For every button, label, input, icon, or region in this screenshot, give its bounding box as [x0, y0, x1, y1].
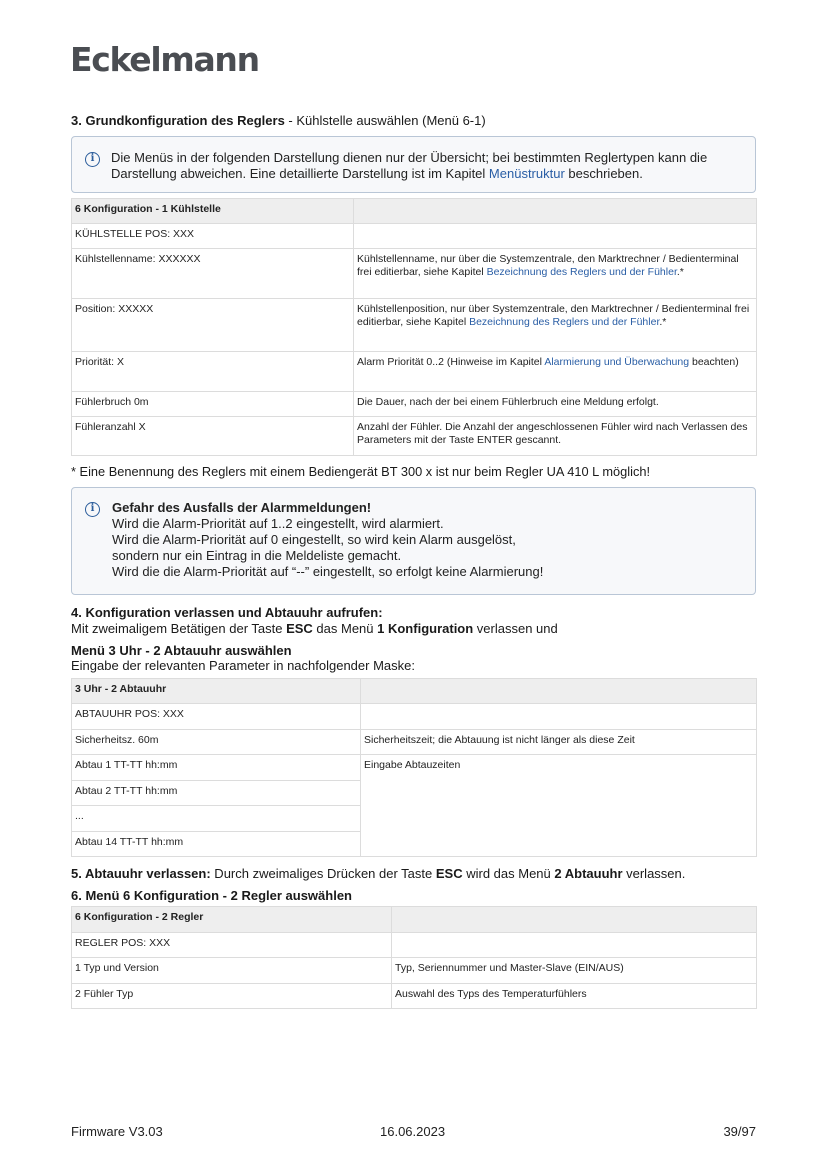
desc-cell: Kühlstellenposition, nur über Systemzentrale, den Marktrechner / Bedienterminal frei editierbar, siehe Kapitel Bezeichnung des Reglers und der Fühler.* — [354, 299, 757, 352]
table-row — [72, 224, 757, 249]
desc-cell: Kühlstellenname, nur über die Systemzentrale, den Marktrechner / Bedienterminal frei editierbar, siehe Kapitel Bezeichnung des Reglers und der Fühler.* — [354, 249, 757, 299]
param-cell: Abtau 2 TT-TT hh:mm — [72, 781, 361, 806]
desc-cell: Sicherheitszeit; die Abtauung ist nicht länger als diese Zeit — [361, 730, 757, 755]
table-header-cell — [392, 907, 757, 933]
table-header-row — [72, 907, 757, 933]
link-bezeichnung[interactable]: Bezeichnung des Reglers und der Fühler — [486, 266, 677, 278]
link-bezeichnung[interactable]: Bezeichnung des Reglers und der Fühler — [469, 316, 660, 328]
desc-cell: Auswahl des Typs des Temperaturfühlers — [392, 984, 757, 1009]
info-note-text: Die Menüs in der folgenden Darstellung dienen nur der Übersicht; bei bestimmten Reglertypen kann die Darstellung abweichen. Eine detaillierte Darstellung ist im Kapitel Menüstruktur beschrieben. — [111, 150, 708, 181]
desc-cell — [392, 933, 757, 958]
param-cell: Fühleranzahl X — [72, 417, 354, 456]
table-regler — [71, 906, 757, 1009]
warning-note-text — [112, 500, 741, 580]
warning-line: Wird die die Alarm-Priorität auf “--” eingestellt, so erfolgt keine Alarmierung! — [112, 564, 544, 579]
section-3-heading — [71, 113, 486, 128]
table-row — [72, 249, 757, 299]
table-row — [72, 704, 757, 730]
param-cell: 2 Fühler Typ — [72, 984, 392, 1009]
table-header-cell — [361, 679, 757, 704]
param-cell: 1 Typ und Version — [72, 958, 392, 984]
param-cell: KÜHLSTELLE POS: XXX — [72, 224, 354, 249]
table-row — [72, 392, 757, 417]
warning-line: Wird die Alarm-Priorität auf 0 eingestellt, so wird kein Alarm ausgelöst, — [112, 532, 516, 547]
link-alarmierung[interactable]: Alarmierung und Überwachung — [544, 356, 690, 368]
table-row — [72, 755, 757, 781]
table-row — [72, 352, 757, 392]
info-icon: i — [85, 502, 100, 517]
warning-note-alarm — [71, 487, 756, 595]
table-header-cell: 3 Uhr - 2 Abtauuhr — [72, 679, 361, 704]
desc-cell: Alarm Priorität 0..2 (Hinweise im Kapitel Alarmierung und Überwachung beachten) — [354, 352, 757, 392]
info-icon: i — [85, 152, 100, 167]
footer-date: 16.06.2023 — [380, 1124, 446, 1139]
desc-cell: Typ, Seriennummer und Master-Slave (EIN/AUS) — [392, 958, 757, 984]
table-row — [72, 730, 757, 755]
section-6-heading: 6. Menü 6 Konfiguration - 2 Regler auswählen — [71, 888, 352, 903]
desc-cell: Anzahl der Fühler. Die Anzahl der angeschlossenen Fühler wird nach Verlassen des Parameters mit der Taste ENTER gescannt. — [354, 417, 757, 456]
param-cell: Fühlerbruch 0m — [72, 392, 354, 417]
param-cell: ... — [72, 806, 361, 832]
section-5-text: 5. Abtauuhr verlassen: Durch zweimaliges Drücken der Taste ESC wird das Menü 2 Abtauuhr verlassen. — [71, 866, 686, 881]
param-cell: Position: XXXXX — [72, 299, 354, 352]
param-cell: ABTAUUHR POS: XXX — [72, 704, 361, 730]
warning-title: Gefahr des Ausfalls der Alarmmeldungen! — [112, 500, 372, 515]
table-header-cell: 6 Konfiguration - 2 Regler — [72, 907, 392, 933]
desc-cell — [354, 224, 757, 249]
param-cell: Priorität: X — [72, 352, 354, 392]
table-row — [72, 933, 757, 958]
param-cell: Sicherheitsz. 60m — [72, 730, 361, 755]
section-4-subtext: Eingabe der relevanten Parameter in nachfolgender Maske: — [71, 658, 415, 673]
table-header-cell — [354, 199, 757, 224]
param-cell: Kühlstellenname: XXXXXX — [72, 249, 354, 299]
footer-page-number: 39/97 — [723, 1124, 756, 1139]
table-row — [72, 417, 757, 456]
param-cell: Abtau 1 TT-TT hh:mm — [72, 755, 361, 781]
table-row — [72, 984, 757, 1009]
param-cell: REGLER POS: XXX — [72, 933, 392, 958]
section-3-subtitle: - Kühlstelle auswählen (Menü 6-1) — [284, 113, 486, 128]
desc-cell — [361, 704, 757, 730]
table-header-row — [72, 199, 757, 224]
footnote-bt300: * Eine Benennung des Reglers mit einem Bediengerät BT 300 x ist nur beim Regler UA 410 L möglich! — [71, 464, 651, 479]
info-note-menus — [71, 136, 756, 193]
footer-firmware: Firmware V3.03 — [71, 1124, 163, 1139]
param-cell: Abtau 14 TT-TT hh:mm — [72, 832, 361, 857]
table-row — [72, 299, 757, 352]
section-4-text: Mit zweimaligem Betätigen der Taste ESC das Menü 1 Konfiguration verlassen und — [71, 621, 558, 636]
desc-cell: Die Dauer, nach der bei einem Fühlerbruch eine Meldung erfolgt. — [354, 392, 757, 417]
link-menuestruktur[interactable]: Menüstruktur — [488, 166, 565, 181]
table-row — [72, 958, 757, 984]
table-header-row — [72, 679, 757, 704]
table-abtauuhr — [71, 678, 757, 857]
table-kuehlstelle — [71, 198, 757, 456]
warning-line: sondern nur ein Eintrag in die Meldeliste gemacht. — [112, 548, 402, 563]
section-3-title: 3. Grundkonfiguration des Reglers — [71, 113, 285, 128]
section-4-heading: 4. Konfiguration verlassen und Abtauuhr aufrufen: — [71, 605, 383, 620]
eckelmann-logo: Eckelmann — [70, 40, 259, 79]
desc-cell: Eingabe Abtauzeiten — [361, 755, 757, 857]
table-header-cell: 6 Konfiguration - 1 Kühlstelle — [72, 199, 354, 224]
section-4-subheading: Menü 3 Uhr - 2 Abtauuhr auswählen — [71, 643, 292, 658]
warning-line: Wird die Alarm-Priorität auf 1..2 eingestellt, wird alarmiert. — [112, 516, 444, 531]
